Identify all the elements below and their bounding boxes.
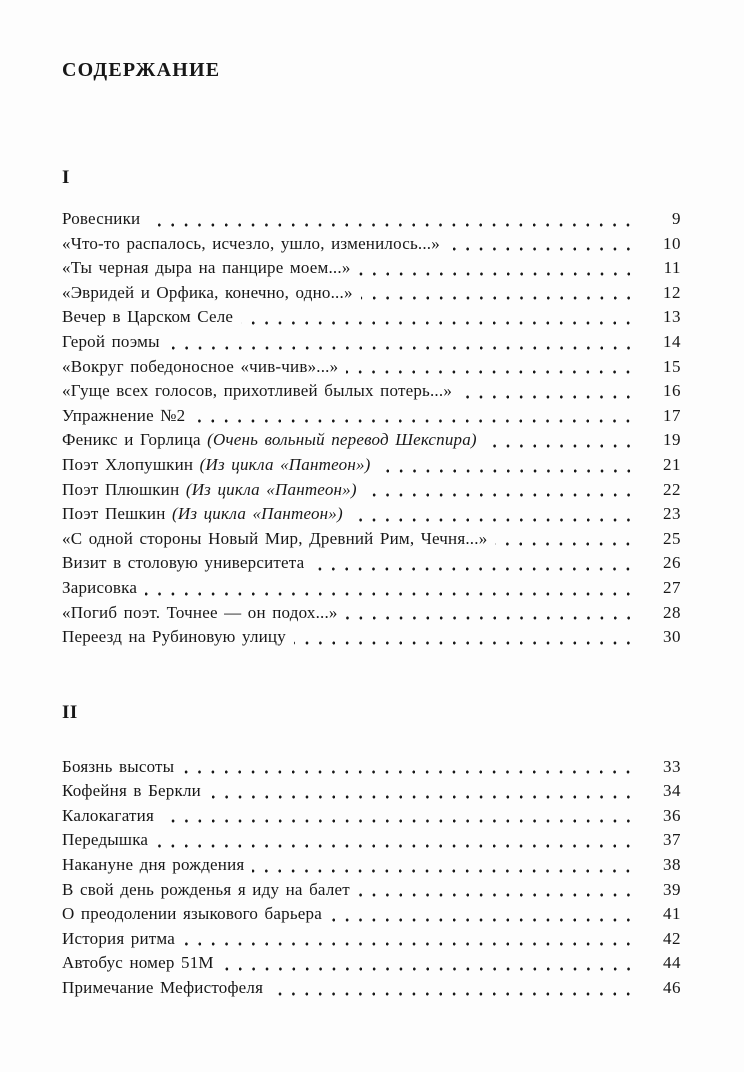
toc-entry	[62, 828, 681, 853]
toc-section-II	[62, 702, 681, 1001]
toc-entry	[62, 428, 681, 453]
dot-leader	[241, 305, 635, 330]
entry-title: Примечание Мефистофеля	[62, 978, 264, 998]
toc-entry	[62, 256, 681, 281]
toc-entry	[62, 853, 681, 878]
entry-title: О преодолении языкового барьера	[62, 904, 322, 924]
toc-section-I	[62, 167, 681, 650]
toc-entry	[62, 927, 681, 952]
dot-leader	[162, 804, 635, 829]
entry-title: Ровесники	[62, 209, 141, 228]
entry-title: Калокагатия	[62, 805, 154, 825]
dot-leader	[183, 927, 635, 952]
dot-leader	[294, 625, 635, 650]
entry-title: Феникс и Горлица (Очень вольный перевод Шекспира)	[62, 430, 477, 450]
toc-entry	[62, 404, 681, 429]
dot-leader	[346, 355, 635, 380]
entry-page-number: 30	[663, 627, 681, 647]
dot-leader	[361, 281, 635, 306]
dot-leader	[209, 779, 635, 804]
entry-page-number: 23	[663, 504, 681, 524]
dot-leader	[460, 379, 635, 404]
entry-title: «Гуще всех голосов, прихотливей былых потерь...»	[62, 381, 453, 401]
entry-page-number: 28	[663, 602, 681, 622]
toc-entry	[62, 601, 681, 626]
entry-title: Визит в столовую университета	[62, 553, 305, 573]
entry-page-number: 13	[663, 307, 681, 327]
entry-page-number: 37	[663, 830, 681, 850]
entry-page-number: 17	[663, 405, 681, 425]
entry-page-number: 16	[663, 381, 681, 401]
entry-page-number: 15	[663, 356, 681, 376]
entry-page-number: 21	[663, 454, 681, 474]
entry-title: Передышка	[62, 830, 149, 850]
entry-page-number: 25	[663, 528, 681, 548]
dot-leader	[346, 601, 635, 626]
dot-leader	[365, 478, 635, 503]
toc-sections	[62, 167, 681, 1001]
entry-page-number: 9	[672, 209, 681, 228]
entry-title: Кофейня в Беркли	[62, 781, 201, 801]
entry-page-number: 42	[663, 928, 681, 948]
toc-entry	[62, 379, 681, 404]
entry-title: «Что-то распалось, исчезло, ушло, изменилось...»	[62, 233, 440, 253]
toc-entry	[62, 355, 681, 380]
dot-leader	[495, 527, 635, 552]
entry-title: «Вокруг победоносное «чив-чив»...»	[62, 356, 339, 376]
toc-entry	[62, 951, 681, 976]
dot-leader	[145, 576, 635, 601]
toc-entry	[62, 330, 681, 355]
entry-page-number: 36	[663, 805, 681, 825]
entry-title: В свой день рожденья я иду на балет	[62, 879, 350, 899]
entry-page-number: 26	[663, 553, 681, 573]
toc-entry	[62, 207, 681, 232]
entry-title: Герой поэмы	[62, 331, 160, 351]
entry-title-italic: (Из цикла «Пантеон»)	[199, 454, 371, 474]
entry-list	[62, 755, 681, 1001]
dot-leader	[148, 207, 635, 232]
entry-page-number: 11	[663, 258, 681, 278]
toc-entry	[62, 576, 681, 601]
dot-leader	[182, 755, 635, 780]
entry-page-number: 14	[663, 331, 681, 351]
entry-page-number: 39	[663, 879, 681, 899]
entry-list	[62, 207, 681, 650]
section-label: I	[62, 167, 70, 188]
entry-title-italic: (Очень вольный перевод Шекспира)	[207, 430, 477, 450]
entry-title: Вечер в Царском Селе	[62, 307, 234, 327]
toc-entry	[62, 902, 681, 927]
toc-entry	[62, 453, 681, 478]
dot-leader	[358, 878, 635, 903]
entry-title: Поэт Пешкин (Из цикла «Пантеон»)	[62, 504, 343, 524]
dot-leader	[379, 453, 635, 478]
entry-title: «Эвридей и Орфика, конечно, одно...»	[62, 282, 353, 302]
entry-page-number: 19	[663, 430, 681, 450]
entry-title: Переезд на Рубиновую улицу	[62, 627, 286, 647]
entry-title: Поэт Хлопушкин (Из цикла «Пантеон»)	[62, 454, 371, 474]
entry-title: «Погиб поэт. Точнее — он подох...»	[62, 602, 338, 622]
toc-entry	[62, 478, 681, 503]
entry-title: Автобус номер 51М	[62, 953, 214, 973]
entry-title: «С одной стороны Новый Мир, Древний Рим, Чечня...»	[62, 528, 488, 548]
entry-title: История ритма	[62, 928, 176, 948]
entry-title: Боязнь высоты	[62, 756, 175, 776]
entry-page-number: 44	[663, 953, 681, 973]
entry-page-number: 22	[663, 479, 681, 499]
entry-page-number: 41	[663, 904, 681, 924]
dot-leader	[330, 902, 635, 927]
dot-leader	[448, 232, 635, 257]
dot-leader	[312, 551, 635, 576]
toc-entry	[62, 281, 681, 306]
entry-title: Упражнение №2	[62, 405, 186, 425]
dot-leader	[485, 428, 635, 453]
dot-leader	[252, 853, 635, 878]
toc-entry	[62, 551, 681, 576]
toc-entry	[62, 755, 681, 780]
entry-page-number: 33	[663, 756, 681, 776]
entry-page-number: 34	[663, 781, 681, 801]
entry-page-number: 46	[663, 978, 681, 998]
section-label: II	[62, 701, 78, 723]
entry-title-italic: (Из цикла «Пантеон»)	[171, 504, 343, 524]
entry-page-number: 27	[663, 577, 681, 597]
entry-title-italic: (Из цикла «Пантеон»)	[185, 479, 357, 499]
toc-entry	[62, 502, 681, 527]
toc-entry	[62, 305, 681, 330]
dot-leader	[351, 502, 635, 527]
entry-title: Накануне дня рождения	[62, 855, 245, 875]
dot-leader	[222, 951, 635, 976]
entry-title: Поэт Плюшкин (Из цикла «Пантеон»)	[62, 479, 357, 499]
entry-page-number: 38	[663, 855, 681, 875]
toc-entry	[62, 625, 681, 650]
toc-entry	[62, 527, 681, 552]
entry-title: Зарисовка	[62, 577, 138, 597]
entry-page-number: 10	[663, 233, 681, 253]
entry-page-number: 12	[663, 282, 681, 302]
page-title: СОДЕРЖАНИЕ	[62, 59, 221, 81]
dot-leader	[193, 404, 635, 429]
dot-leader	[168, 330, 635, 355]
dot-leader	[156, 828, 635, 853]
toc-entry	[62, 976, 681, 1001]
dot-leader	[359, 256, 635, 281]
toc-entry	[62, 232, 681, 257]
toc-entry	[62, 878, 681, 903]
toc-entry	[62, 779, 681, 804]
entry-title: «Ты черная дыра на панцире моем...»	[62, 258, 351, 278]
dot-leader	[271, 976, 635, 1001]
toc-entry	[62, 804, 681, 829]
